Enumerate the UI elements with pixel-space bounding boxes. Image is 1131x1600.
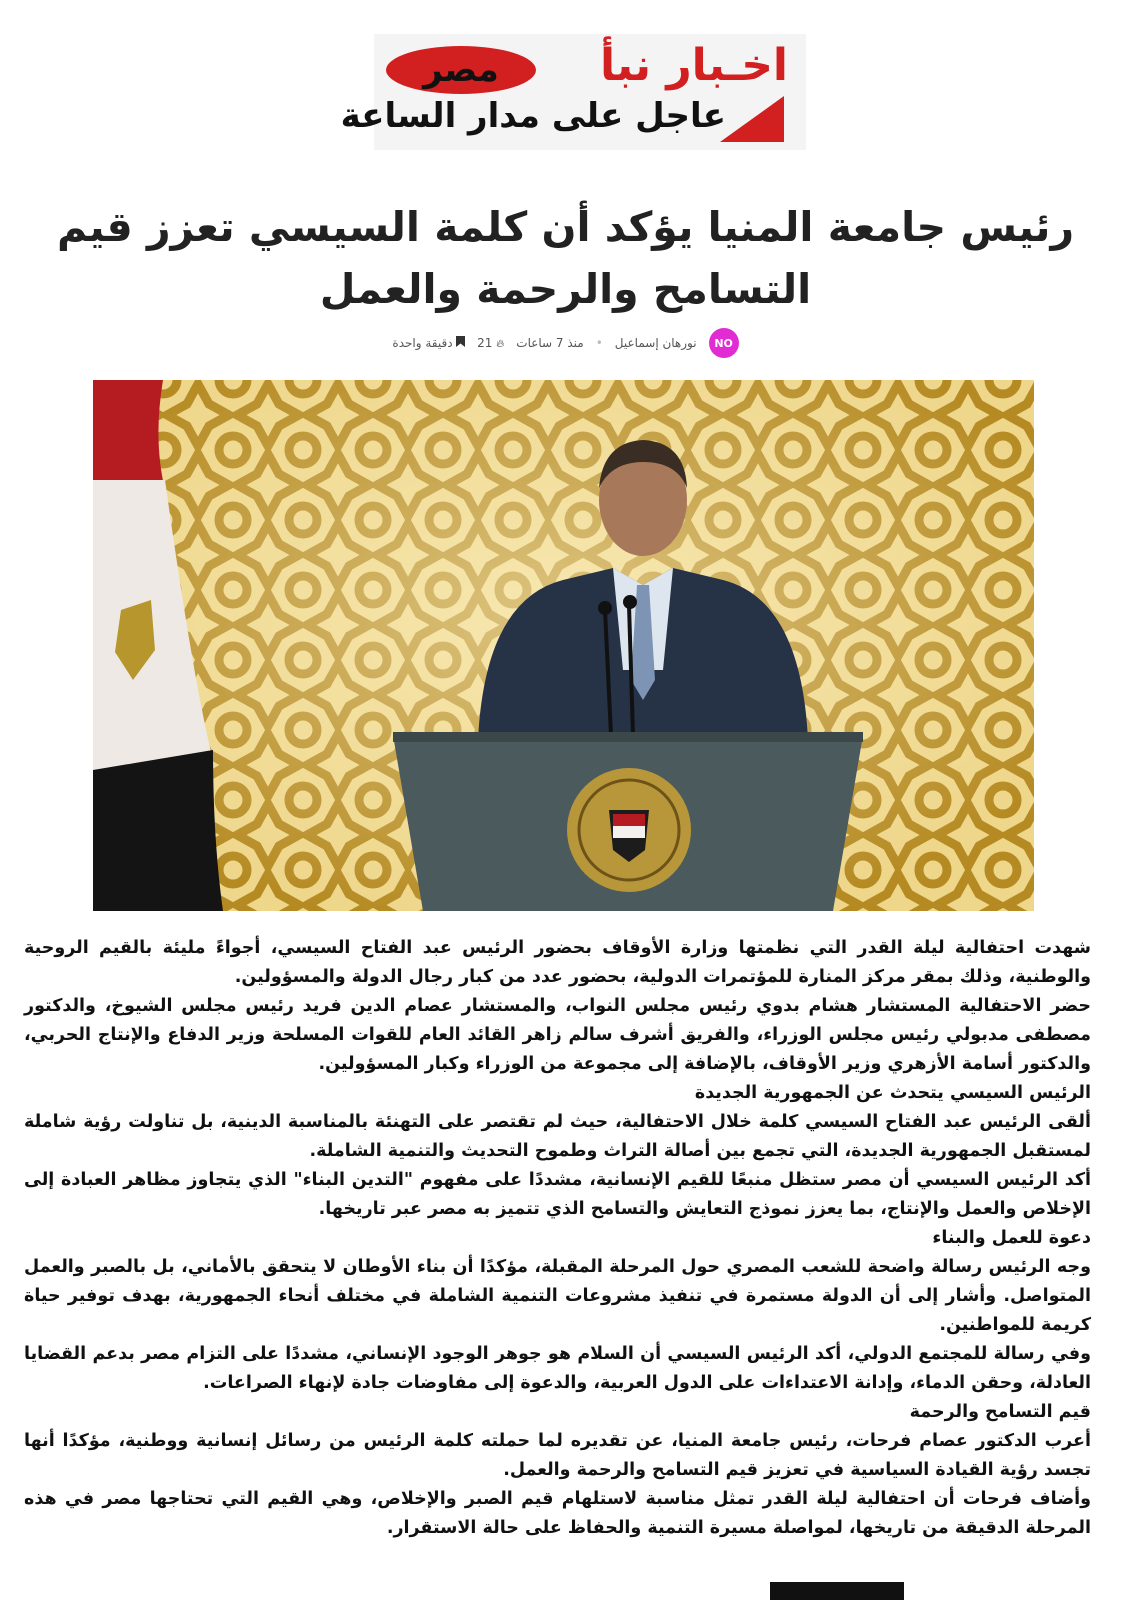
body-paragraph: حضر الاحتفالية المستشار هشام بدوي رئيس مجلس النواب، والمستشار عصام الدين فريد رئيس مجلس الشيوخ، والدكتور مصطفى مدبولي رئيس مجلس الوزراء، والفريق أشرف سالم زاهر القائد العام للقوات المسلحة وزير الدفاع والإنتاج الحربي، والدكتور أسامة الأزهري وزير الأوقاف، بالإضافة إلى مجموعة من الوزراء وكبار المسؤولين. [24,996,1091,1074]
views-count [477,336,504,351]
article-body [24,934,1091,1543]
body-paragraph: وأضاف فرحات أن احتفالية ليلة القدر تمثل مناسبة لاستلهام قيم الصبر والإخلاص، وهي القيم التي تحتاجها مصر في هذه المرحلة الدقيقة من تاريخها، لمواصلة مسيرة التنمية والحفاظ على حالة الاستقرار. [24,1489,1091,1538]
article-title: رئيس جامعة المنيا يؤكد أن كلمة السيسي تعزز قيم التسامح والرحمة والعمل [56,203,1075,313]
body-paragraph: شهدت احتفالية ليلة القدر التي نظمتها وزارة الأوقاف بحضور الرئيس عبد الفتاح السيسي، أجواءً مليئة بالقيم الروحية والوطنية، وذلك بمقر مركز المنارة للمؤتمرات الدولية، بحضور عدد من كبار رجال الدولة والمسؤولين. [24,938,1091,987]
flame-icon: 🔥︎ [496,336,505,350]
bookmark-icon [453,337,466,350]
body-paragraph: وفي رسالة للمجتمع الدولي، أكد الرئيس السيسي أن السلام هو جوهر الوجود الإنساني، مشددًا على التزام مصر بدعم القضايا العادلة، وحقن الدماء، وإدانة الاعتداءات على الدول العربية، والدعوة إلى مفاوضات جادة لإنهاء الصراعات. [24,1344,1091,1393]
logo-wedge [720,96,784,142]
featured-photo[interactable] [93,380,1034,911]
read-time [392,336,465,350]
logo-title: اخـبار نبأ [600,40,788,91]
logo-tagline: عاجل على مدار الساعة [340,96,726,136]
views-number: 21 [477,335,493,350]
bottom-bar[interactable] [770,1582,904,1600]
section-heading: الرئيس السيسي يتحدث عن الجمهورية الجديدة [694,1083,1091,1103]
logo-oval-text: مصر [423,50,499,90]
author-avatar[interactable]: NO [709,328,739,358]
publish-time: منذ 7 ساعات [516,336,584,350]
read-time-text: دقيقة واحدة [392,336,453,350]
meta-separator: • [595,336,603,350]
body-paragraph: أكد الرئيس السيسي أن مصر ستظل منبعًا للقيم الإنسانية، مشددًا على مفهوم "التدين البناء" الذي يتجاوز مظاهر العبادة إلى الإخلاص والعمل والإنتاج، بما يعزز نموذج التعايش والتسامح الذي تتميز به مصر عبر تاريخها. [24,1170,1091,1219]
body-paragraph: ألقى الرئيس عبد الفتاح السيسي كلمة خلال الاحتفالية، حيث لم تقتصر على التهنئة بالمناسبة الدينية، بل تناولت رؤية شاملة لمستقبل الجمهورية الجديدة، التي تجمع بين أصالة التراث وطموح التحديث والتنمية الشاملة. [24,1112,1091,1161]
section-heading: قيم التسامح والرحمة [909,1402,1091,1422]
site-logo[interactable] [340,34,806,150]
author-name[interactable]: نورهان إسماعيل [614,336,697,350]
podium [393,732,863,911]
body-paragraph: وجه الرئيس رسالة واضحة للشعب المصري حول المرحلة المقبلة، مؤكدًا أن بناء الأوطان لا يتحقق بالأماني، بل بالصبر والعمل المتواصل. وأشار إلى أن الدولة مستمرة في تنفيذ مشروعات التنمية الشاملة في مختلف أنحاء الجمهورية، بهدف توفير حياة كريمة للمواطنين. [24,1257,1091,1335]
article-meta [0,328,1131,358]
photo-illustration [93,380,1034,911]
body-paragraph: أعرب الدكتور عصام فرحات، رئيس جامعة المنيا، عن تقديره لما حملته كلمة الرئيس من رسائل إنسانية ووطنية، مؤكدًا أنها تجسد رؤية القيادة السياسية في تعزيز قيم التسامح والرحمة والعمل. [24,1431,1091,1480]
section-heading: دعوة للعمل والبناء [932,1228,1091,1248]
